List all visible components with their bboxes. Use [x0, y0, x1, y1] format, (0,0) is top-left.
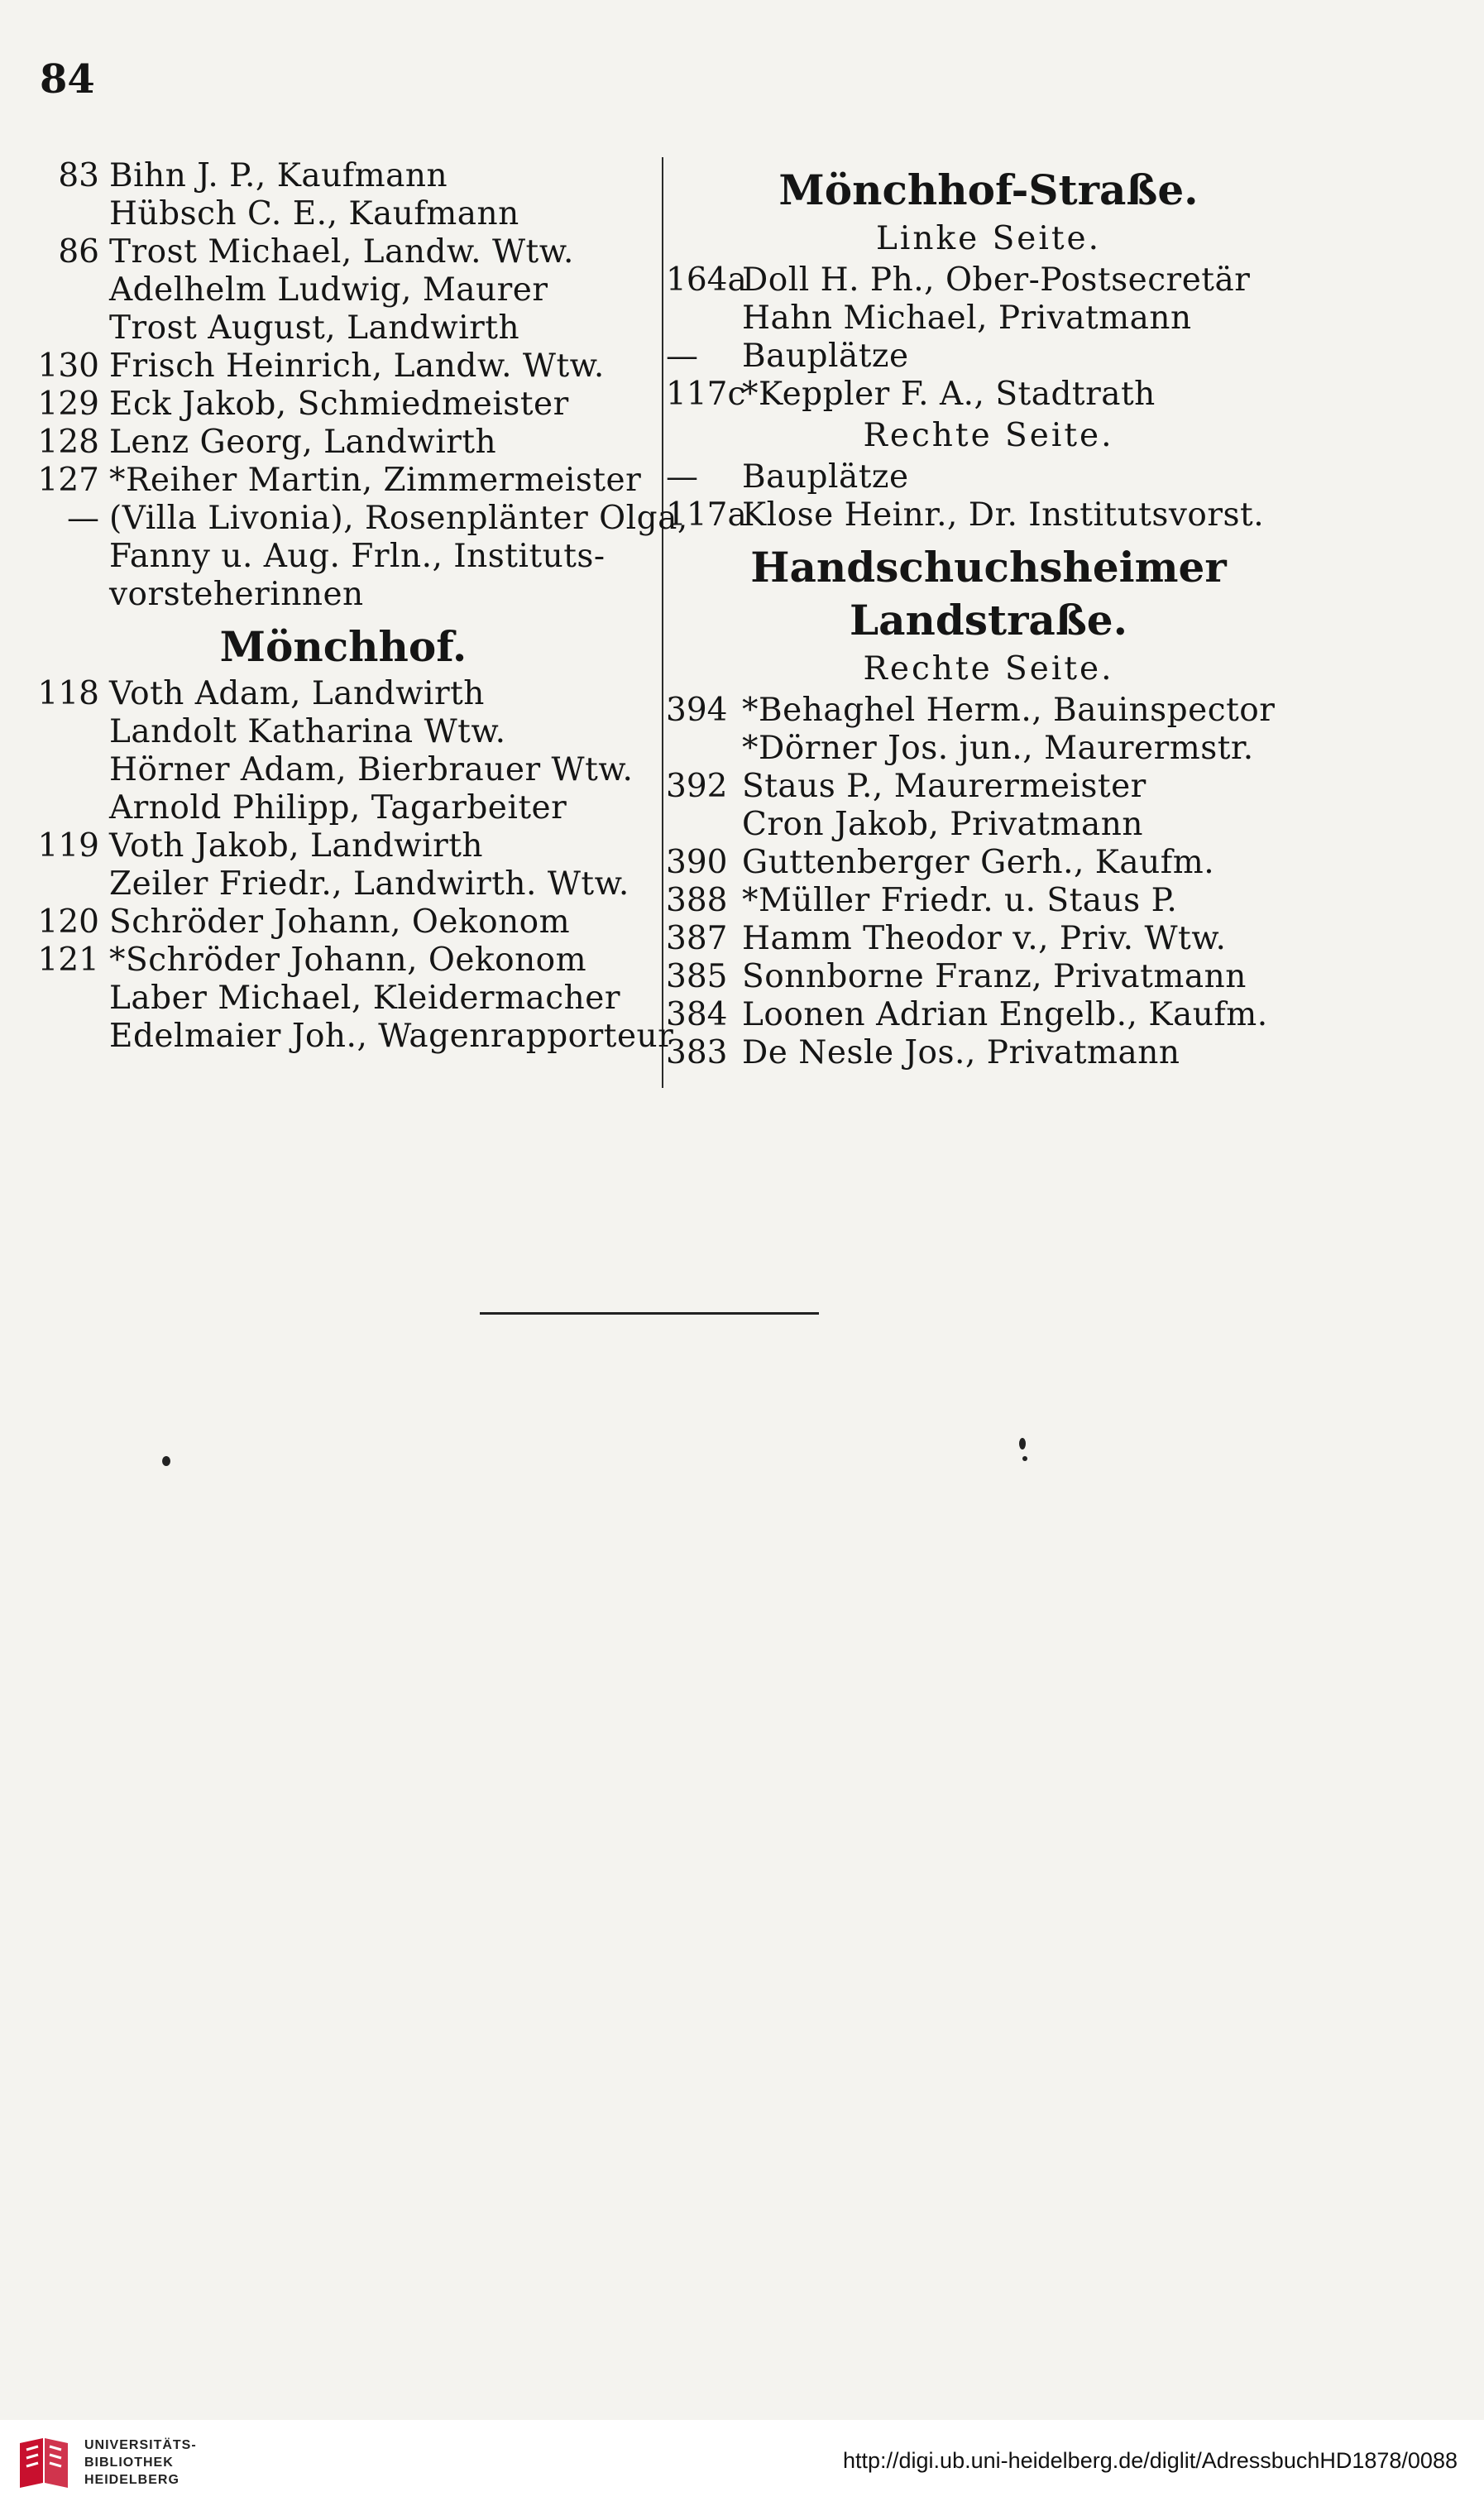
resident-name: *Schröder Johann, Oekonom [109, 942, 587, 979]
house-number: 118 [37, 675, 99, 712]
resident-name: Schröder Johann, Oekonom [109, 903, 571, 941]
house-number: — [666, 458, 698, 496]
house-number: 388 [666, 882, 728, 919]
house-number [25, 713, 109, 751]
house-number: 385 [666, 958, 728, 995]
resident-name: *Müller Friedr. u. Staus P. [742, 882, 1178, 919]
house-number: 117a [666, 496, 747, 534]
library-name [84, 2437, 197, 2489]
subheading-rechte-seite-2: Rechte Seite. [863, 650, 1114, 688]
house-number: 121 [37, 942, 99, 979]
directory-entry [666, 806, 1311, 844]
resident-name: Edelmaier Joh., Wagenrapporteur [109, 1018, 674, 1055]
directory-entry [25, 462, 662, 500]
directory-entry [25, 980, 662, 1018]
house-number: 164a [666, 261, 747, 299]
house-number: 130 [37, 347, 99, 385]
university-library-logo-icon [15, 2435, 73, 2493]
resident-name: *Reiher Martin, Zimmermeister [109, 462, 642, 499]
house-number [25, 309, 109, 347]
resident-name: vorsteherinnen [109, 576, 364, 613]
right-entries-1 [666, 261, 1311, 414]
resident-name: Lenz Georg, Landwirth [109, 424, 497, 461]
resident-name: *Dörner Jos. jun., Maurermstr. [742, 730, 1254, 767]
house-number: 387 [666, 920, 728, 957]
resident-name: Guttenberger Gerh., Kaufm. [742, 844, 1215, 881]
resident-name: Sonnborne Franz, Privatmann [742, 958, 1247, 995]
directory-entry [25, 713, 662, 751]
directory-entry [25, 347, 662, 386]
house-number [25, 195, 109, 233]
house-number: — [666, 338, 698, 375]
resident-name: (Villa Livonia), Rosenplänter Olga, [109, 500, 688, 537]
resident-name: Bauplätze [742, 338, 909, 375]
directory-entry [666, 958, 1311, 996]
house-number [25, 271, 109, 309]
directory-entry [666, 496, 1311, 534]
directory-entry [666, 261, 1311, 299]
directory-entry [25, 751, 662, 789]
resident-name: Fanny u. Aug. Frln., Instituts- [109, 538, 606, 575]
house-number: 383 [666, 1034, 728, 1071]
directory-entry [25, 903, 662, 942]
directory-entry [25, 789, 662, 827]
left-column [25, 157, 688, 1056]
directory-entry [666, 730, 1311, 768]
house-number: 129 [37, 386, 99, 423]
house-number: 392 [666, 768, 728, 805]
resident-name: *Behaghel Herm., Bauinspector [742, 692, 1276, 729]
resident-name: Voth Adam, Landwirth [109, 675, 485, 712]
horizontal-rule [480, 1312, 819, 1315]
house-number: 127 [37, 462, 99, 499]
resident-name: Bihn J. P., Kaufmann [109, 157, 448, 194]
resident-name: Hahn Michael, Privatmann [742, 299, 1192, 337]
house-number [666, 299, 742, 338]
directory-entry [666, 768, 1311, 806]
resident-name: Eck Jakob, Schmiedmeister [109, 386, 569, 423]
library-name-line-2: BIBLIOTHEK [84, 2456, 174, 2470]
resident-name: Klose Heinr., Dr. Institutsvorst. [742, 496, 1265, 534]
house-number [666, 806, 742, 844]
directory-entry [666, 299, 1311, 338]
subheading-rechte-seite-1: Rechte Seite. [863, 417, 1114, 454]
directory-entry [666, 844, 1311, 882]
directory-entry [25, 942, 662, 980]
directory-entry [666, 376, 1311, 414]
resident-name: Bauplätze [742, 458, 909, 496]
directory-entry [666, 920, 1311, 958]
house-number: 117c [666, 376, 746, 413]
resident-name: Arnold Philipp, Tagarbeiter [109, 789, 567, 827]
directory-entry [666, 458, 1311, 496]
left-entries-a [25, 157, 688, 614]
directory-entry [25, 675, 662, 713]
directory-entry [25, 271, 662, 309]
directory-entry [25, 576, 662, 614]
right-entries-2 [666, 458, 1311, 534]
house-number: 120 [37, 903, 99, 941]
directory-entry [25, 538, 662, 576]
directory-entry [25, 865, 662, 903]
directory-entry [25, 424, 662, 462]
house-number: 394 [666, 692, 728, 729]
directory-entry [666, 996, 1311, 1034]
house-number [25, 1018, 109, 1056]
house-number [25, 538, 109, 576]
left-entries-b [25, 675, 674, 1056]
right-column [666, 157, 1311, 1072]
house-number [666, 730, 742, 768]
resident-name: Loonen Adrian Engelb., Kaufm. [742, 996, 1268, 1033]
resident-name: Landolt Katharina Wtw. [109, 713, 506, 750]
directory-entry [25, 309, 662, 347]
directory-entry [666, 882, 1311, 920]
house-number: — [67, 500, 99, 537]
source-url-link[interactable]: http://digi.ub.uni-heidelberg.de/diglit/AdressbuchHD1878/0088 [842, 2448, 1458, 2473]
resident-name: De Nesle Jos., Privatmann [742, 1034, 1180, 1071]
directory-entry [25, 233, 662, 271]
ink-speck [1019, 1438, 1026, 1449]
column-divider [662, 157, 663, 1088]
library-name-line-1: UNIVERSITÄTS- [84, 2438, 197, 2452]
right-entries-3 [666, 692, 1311, 1072]
ink-speck [1022, 1456, 1027, 1461]
house-number [25, 576, 109, 614]
directory-entry [25, 157, 662, 195]
library-name-line-3: HEIDELBERG [84, 2473, 180, 2487]
resident-name: Trost Michael, Landw. Wtw. [109, 233, 574, 271]
resident-name: Zeiler Friedr., Landwirth. Wtw. [109, 865, 630, 903]
directory-entry [25, 500, 688, 538]
resident-name: Frisch Heinrich, Landw. Wtw. [109, 347, 605, 385]
directory-entry [25, 1018, 674, 1056]
section-heading-handschuchsheimer: Handschuchsheimer Landstraße. [750, 543, 1227, 644]
footer-bar [0, 2420, 1484, 2506]
directory-entry [666, 1034, 1311, 1072]
directory-entry [25, 195, 662, 233]
resident-name: Voth Jakob, Landwirth [109, 827, 484, 865]
resident-name: Staus P., Maurermeister [742, 768, 1147, 805]
section-heading-moenchhof-strasse: Mönchhof-Straße. [778, 165, 1199, 214]
directory-entry [666, 692, 1311, 730]
resident-name: Hamm Theodor v., Priv. Wtw. [742, 920, 1227, 957]
page-number: 84 [40, 56, 95, 103]
house-number: 83 [58, 157, 99, 194]
section-heading-moenchhof: Mönchhof. [219, 622, 467, 671]
house-number: 390 [666, 844, 728, 881]
house-number: 384 [666, 996, 728, 1033]
house-number: 86 [58, 233, 99, 271]
subheading-linke-seite: Linke Seite. [875, 220, 1102, 257]
house-number [25, 789, 109, 827]
resident-name: *Keppler F. A., Stadtrath [742, 376, 1156, 413]
resident-name: Laber Michael, Kleidermacher [109, 980, 620, 1017]
resident-name: Cron Jakob, Privatmann [742, 806, 1144, 843]
house-number: 128 [37, 424, 99, 461]
resident-name: Adelhelm Ludwig, Maurer [109, 271, 548, 309]
ink-speck [162, 1456, 170, 1466]
directory-entry [666, 338, 1311, 376]
directory-entry [25, 386, 662, 424]
house-number [25, 751, 109, 789]
house-number: 119 [37, 827, 99, 865]
resident-name: Hübsch C. E., Kaufmann [109, 195, 519, 232]
house-number [25, 980, 109, 1018]
resident-name: Hörner Adam, Bierbrauer Wtw. [109, 751, 634, 788]
resident-name: Trost August, Landwirth [109, 309, 520, 347]
resident-name: Doll H. Ph., Ober-Postsecretär [742, 261, 1251, 299]
directory-entry [25, 827, 662, 865]
house-number [25, 865, 109, 903]
